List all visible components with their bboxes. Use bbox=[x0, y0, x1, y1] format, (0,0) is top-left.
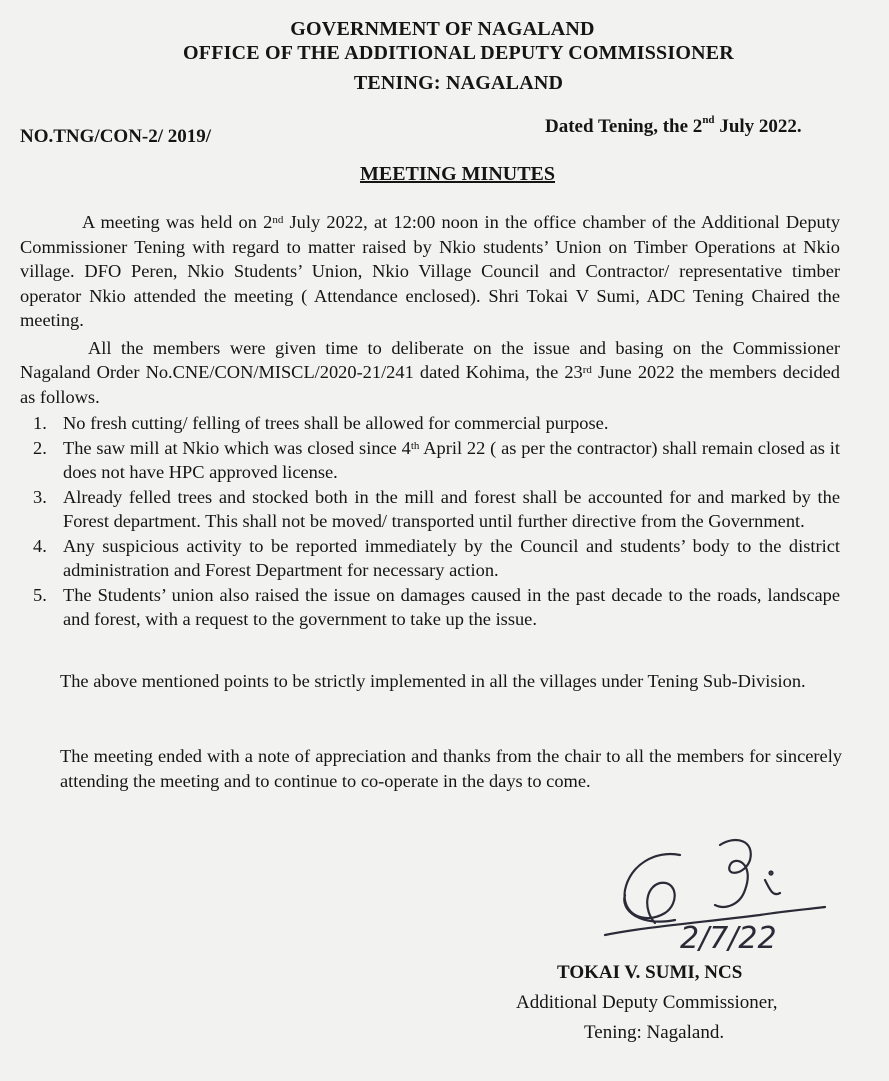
decision-number: 4. bbox=[33, 535, 47, 556]
header-office: OFFICE OF THE ADDITIONAL DEPUTY COMMISSIONER bbox=[183, 42, 734, 64]
signatory-name: TOKAI V. SUMI, NCS bbox=[557, 962, 743, 983]
decisions-list bbox=[20, 411, 840, 632]
decision-number: 3. bbox=[33, 486, 47, 507]
paragraph-closing: The meeting ended with a note of appreciation and thanks from the chair to all the members for sincerely attending the meeting and to continue to co-operate in the days to come. bbox=[60, 746, 842, 791]
paragraph-meeting-details: A meeting was held on 2nd July 2022, at 12:00 noon in the office chamber of the Additional Deputy Commissioner Tening with regard to matter raised by Nkio students’ Union on Timber Operations at Nkio village. DFO Peren, Nkio Students’ Union, Nkio Village Council and Contractor/ representative timber operator Nkio attended the meeting ( Attendance enclosed). Shri Tokai V Sumi, ADC Tening Chaired the meeting. bbox=[20, 212, 841, 330]
handwritten-signature bbox=[585, 835, 835, 955]
signatory-place: Tening: Nagaland. bbox=[584, 1022, 725, 1043]
document-title: MEETING MINUTES bbox=[359, 163, 556, 185]
signatory-designation: Additional Deputy Commissioner, bbox=[516, 992, 778, 1013]
decision-number: 2. bbox=[33, 437, 47, 458]
decision-item: 2. The saw mill at Nkio which was closed since 4th April 22 ( as per the contractor) shall remain closed as it does not have HPC approved license. bbox=[33, 437, 840, 482]
decision-item: 1. No fresh cutting/ felling of trees shall be allowed for commercial purpose. bbox=[20, 411, 840, 436]
decision-number: 1. bbox=[33, 413, 47, 433]
paragraph-deliberation: All the members were given time to deliberate on the issue and basing on the Commissioner Nagaland Order No.CNE/CON/MISCL/2020-21/241 dated Kohima, the 23rd June 2022 the members decided as follows. bbox=[20, 337, 840, 407]
decision-item: 4. Any suspicious activity to be reported immediately by the Council and students’ body to the district administration and Forest Department for necessary action. bbox=[33, 535, 840, 580]
reference-number: NO.TNG/CON-2/ 2019/ bbox=[20, 126, 212, 147]
decision-item: 5. The Students’ union also raised the issue on damages caused in the past decade to the roads, landscape and forest, with a request to the government to take up the issue. bbox=[33, 584, 840, 629]
decision-item: 3. Already felled trees and stocked both in the mill and forest shall be accounted for and marked by the Forest department. This shall not be moved/ transported until further directive from the Government. bbox=[33, 486, 840, 531]
meeting-intro bbox=[20, 210, 840, 409]
header-government: GOVERNMENT OF NAGALAND bbox=[290, 18, 595, 40]
header-location: TENING: NAGALAND bbox=[353, 72, 564, 94]
reference-date: Dated Tening, the 2nd July 2022. bbox=[545, 114, 802, 137]
handwritten-date: 2/7/22 bbox=[680, 921, 777, 955]
paragraph-implementation: The above mentioned points to be strictly implemented in all the villages under Tening Sub-Division. bbox=[60, 671, 806, 691]
decision-number: 5. bbox=[33, 584, 47, 605]
